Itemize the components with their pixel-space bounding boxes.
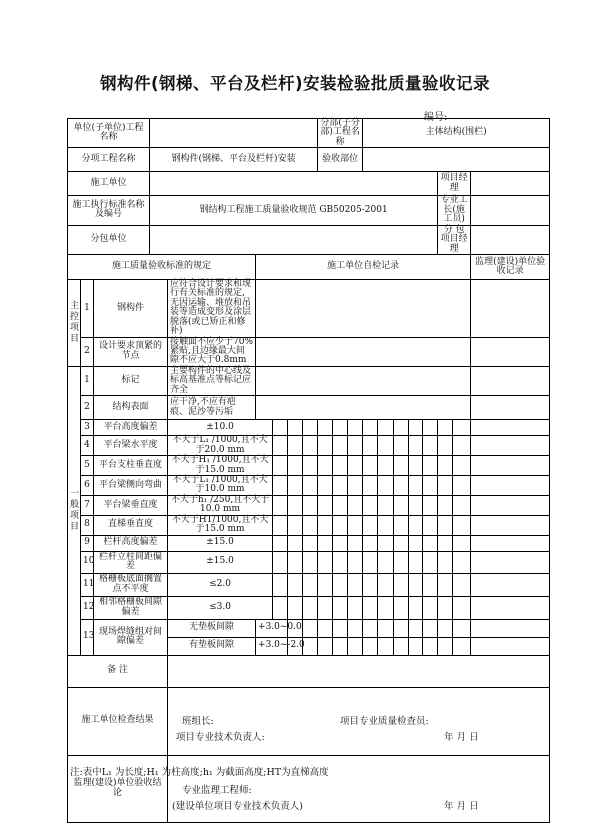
subunit-name-value[interactable]: 主体结构(围栏) xyxy=(363,119,550,148)
check-cell[interactable] xyxy=(318,456,333,476)
check-cell[interactable] xyxy=(348,436,363,456)
check-cell[interactable] xyxy=(273,495,288,515)
check-cell[interactable] xyxy=(378,420,394,436)
page-title: 钢构件(钢梯、平台及栏杆)安装检验批质量验收记录 xyxy=(99,74,491,93)
item-spec: ±10.0 xyxy=(168,420,273,436)
check-cell[interactable] xyxy=(409,420,423,436)
check-cell[interactable] xyxy=(273,551,288,573)
item-number: 2 xyxy=(81,396,94,420)
quality-inspector-label: 项目专业质量检查员: xyxy=(340,715,429,727)
check-cell[interactable] xyxy=(438,436,453,456)
check-cell[interactable] xyxy=(423,495,438,515)
check-cell[interactable] xyxy=(348,475,363,495)
construction-date-label: 年 月 日 xyxy=(444,731,479,743)
item-name: 栏杆高度偏差 xyxy=(94,535,168,551)
check-cell[interactable] xyxy=(273,436,288,456)
check-cell[interactable] xyxy=(409,515,423,535)
check-cell[interactable] xyxy=(409,495,423,515)
foreman-field[interactable] xyxy=(471,196,550,225)
item-number: 1 xyxy=(81,279,94,337)
item-spec: ≤2.0 xyxy=(168,573,273,596)
item-spec: 不大于HT/1000,且不大于15.0 mm xyxy=(168,515,273,535)
supervision-column-header: 监理(建设)单位验收记录 xyxy=(471,254,550,279)
check-cell[interactable] xyxy=(363,551,378,573)
check-cell[interactable] xyxy=(363,573,378,596)
check-cell[interactable] xyxy=(288,573,303,596)
supervision-date-label: 年 月 日 xyxy=(444,800,479,812)
supervision-result-label: 监理(建设)单位验收结论 xyxy=(68,755,168,822)
check-cell[interactable] xyxy=(303,573,318,596)
check-cell[interactable] xyxy=(394,551,409,573)
inspect-part-label: 验收部位 xyxy=(318,148,363,172)
check-cell[interactable] xyxy=(409,475,423,495)
check-cell[interactable] xyxy=(423,573,438,596)
construction-result-signature-area[interactable] xyxy=(168,687,550,755)
supervision-record[interactable] xyxy=(471,456,550,476)
construction-unit-field[interactable] xyxy=(150,172,438,196)
item-spec: 主要构件的中心线及标高基准点等标记应齐全 xyxy=(168,366,256,395)
check-cell[interactable] xyxy=(273,596,288,619)
supervision-record[interactable] xyxy=(471,573,550,596)
self-check-record[interactable] xyxy=(256,396,471,420)
spec-column-header: 施工质量验收标准的规定 xyxy=(68,254,256,279)
check-cell[interactable] xyxy=(303,551,318,573)
check-cell[interactable] xyxy=(303,436,318,456)
item-number: 1 xyxy=(81,366,94,395)
check-cell[interactable] xyxy=(318,573,333,596)
item-spec: +3.0~0.0 xyxy=(256,619,288,637)
check-cell[interactable] xyxy=(273,535,288,551)
standard-value[interactable]: 钢结构工程施工质量验收规范 GB50205-2001 xyxy=(150,196,438,225)
item-number: 6 xyxy=(81,475,94,495)
check-cell[interactable] xyxy=(318,637,333,655)
check-cell[interactable] xyxy=(303,456,318,476)
item-subname: 有垫板间隙 xyxy=(168,637,256,655)
check-cell[interactable] xyxy=(378,535,394,551)
inspect-part-field[interactable] xyxy=(363,148,550,172)
check-cell[interactable] xyxy=(423,436,438,456)
check-cell[interactable] xyxy=(409,456,423,476)
item-name: 设计要求顶紧的节点 xyxy=(94,337,168,366)
check-cell[interactable] xyxy=(378,495,394,515)
check-cell[interactable] xyxy=(333,637,348,655)
item-spec: 应干净,不应有疤痕、泥沙等污垢 xyxy=(168,396,256,420)
check-cell[interactable] xyxy=(409,596,423,619)
check-cell[interactable] xyxy=(394,573,409,596)
item-spec: ±15.0 xyxy=(168,551,273,573)
check-cell[interactable] xyxy=(378,436,394,456)
self-check-record[interactable] xyxy=(256,279,471,337)
check-cell[interactable] xyxy=(438,495,453,515)
item-spec: 不大于h₁ /250,且不大于10.0 mm xyxy=(168,495,273,515)
check-cell[interactable] xyxy=(288,551,303,573)
check-cell[interactable] xyxy=(409,436,423,456)
subunit-name-label: 分部(子分部)工程名称 xyxy=(318,119,363,148)
check-cell[interactable] xyxy=(363,436,378,456)
check-cell[interactable] xyxy=(273,573,288,596)
item-name: 结构表面 xyxy=(94,396,168,420)
check-cell[interactable] xyxy=(333,619,348,637)
item-number: 5 xyxy=(81,456,94,476)
item-number: 7 xyxy=(81,495,94,515)
item-number: 9 xyxy=(81,535,94,551)
check-cell[interactable] xyxy=(378,456,394,476)
check-cell[interactable] xyxy=(288,436,303,456)
check-cell[interactable] xyxy=(394,475,409,495)
supervision-record[interactable] xyxy=(471,396,550,420)
item-number: 11 xyxy=(81,573,94,596)
check-cell[interactable] xyxy=(409,619,423,637)
item-name: 格栅板底面搁置点不平度 xyxy=(94,573,168,596)
supervision-record[interactable] xyxy=(471,436,550,456)
check-cell[interactable] xyxy=(318,495,333,515)
item-name: 平台支柱垂直度 xyxy=(94,456,168,476)
check-cell[interactable] xyxy=(453,551,471,573)
remarks-field[interactable] xyxy=(168,655,550,687)
check-cell[interactable] xyxy=(394,456,409,476)
check-cell[interactable] xyxy=(453,573,471,596)
item-spec: 接触面不应少于70%紧贴,且边缘最大间隙不应大于0.8mm xyxy=(168,337,256,366)
supervision-record[interactable] xyxy=(471,420,550,436)
check-cell[interactable] xyxy=(333,420,348,436)
check-cell[interactable] xyxy=(363,515,378,535)
item-name: 栏杆立柱间距偏差 xyxy=(94,551,168,573)
subcontract-pm-field[interactable] xyxy=(471,225,550,254)
check-cell[interactable] xyxy=(378,637,394,655)
project-manager-field[interactable] xyxy=(471,172,550,196)
check-cell[interactable] xyxy=(333,456,348,476)
check-cell[interactable] xyxy=(303,515,318,535)
check-cell[interactable] xyxy=(409,637,423,655)
check-cell[interactable] xyxy=(394,436,409,456)
check-cell[interactable] xyxy=(453,436,471,456)
check-cell[interactable] xyxy=(303,596,318,619)
check-cell[interactable] xyxy=(453,475,471,495)
check-cell[interactable] xyxy=(363,420,378,436)
check-cell[interactable] xyxy=(318,535,333,551)
check-cell[interactable] xyxy=(423,515,438,535)
check-cell[interactable] xyxy=(423,596,438,619)
item-name: 钢构件 xyxy=(94,279,168,337)
check-cell[interactable] xyxy=(453,456,471,476)
check-cell[interactable] xyxy=(409,535,423,551)
check-cell[interactable] xyxy=(423,551,438,573)
check-cell[interactable] xyxy=(394,637,409,655)
tech-lead-label: 项目专业技术负责人: xyxy=(176,731,265,743)
check-cell[interactable] xyxy=(438,456,453,476)
item-number: 2 xyxy=(81,337,94,366)
check-cell[interactable] xyxy=(394,515,409,535)
item-name: 平台高度偏差 xyxy=(94,420,168,436)
construction-unit-label: 施工单位 xyxy=(68,172,150,196)
check-cell[interactable] xyxy=(453,637,471,655)
item-number: 4 xyxy=(81,436,94,456)
check-cell[interactable] xyxy=(303,475,318,495)
check-cell[interactable] xyxy=(333,475,348,495)
check-cell[interactable] xyxy=(453,619,471,637)
check-cell[interactable] xyxy=(423,535,438,551)
check-cell[interactable] xyxy=(378,515,394,535)
check-cell[interactable] xyxy=(363,535,378,551)
check-cell[interactable] xyxy=(303,420,318,436)
check-cell[interactable] xyxy=(453,495,471,515)
check-cell[interactable] xyxy=(348,535,363,551)
check-cell[interactable] xyxy=(348,456,363,476)
check-cell[interactable] xyxy=(438,596,453,619)
check-cell[interactable] xyxy=(423,420,438,436)
item-number: 3 xyxy=(81,420,94,436)
item-name: 平台梁水平度 xyxy=(94,436,168,456)
supervision-record[interactable] xyxy=(471,279,550,337)
subitem-name-value[interactable]: 钢构件(钢梯、平台及栏杆)安装 xyxy=(150,148,318,172)
check-cell[interactable] xyxy=(438,619,453,637)
check-cell[interactable] xyxy=(333,551,348,573)
check-cell[interactable] xyxy=(288,596,303,619)
check-cell[interactable] xyxy=(438,475,453,495)
supervision-record[interactable] xyxy=(471,515,550,535)
supervision-record[interactable] xyxy=(471,535,550,551)
check-cell[interactable] xyxy=(438,573,453,596)
self-check-record[interactable] xyxy=(256,366,471,395)
check-cell[interactable] xyxy=(378,596,394,619)
check-cell[interactable] xyxy=(394,420,409,436)
item-spec: 不大于L₁ /1000,且不大于10.0 mm xyxy=(168,475,273,495)
item-number: 13 xyxy=(81,619,94,655)
item-name: 平台梁垂直度 xyxy=(94,495,168,515)
check-cell[interactable] xyxy=(318,475,333,495)
item-spec: 不大于L₁ /1000,且不大于20.0 mm xyxy=(168,436,273,456)
check-cell[interactable] xyxy=(273,420,288,436)
check-cell[interactable] xyxy=(318,515,333,535)
unit-name-field[interactable] xyxy=(150,119,318,148)
check-cell[interactable] xyxy=(348,619,363,637)
check-cell[interactable] xyxy=(348,420,363,436)
check-cell[interactable] xyxy=(378,619,394,637)
check-cell[interactable] xyxy=(303,619,318,637)
check-cell[interactable] xyxy=(273,515,288,535)
check-cell[interactable] xyxy=(348,495,363,515)
supervision-record[interactable] xyxy=(471,551,550,573)
check-cell[interactable] xyxy=(348,551,363,573)
check-cell[interactable] xyxy=(288,495,303,515)
check-cell[interactable] xyxy=(453,535,471,551)
check-cell[interactable] xyxy=(394,596,409,619)
check-cell[interactable] xyxy=(318,436,333,456)
supervision-record[interactable] xyxy=(471,475,550,495)
foreman-label: 专业工长(施工员) xyxy=(438,196,471,225)
check-cell[interactable] xyxy=(423,619,438,637)
supervision-record[interactable] xyxy=(471,619,550,637)
check-cell[interactable] xyxy=(288,475,303,495)
check-cell[interactable] xyxy=(363,619,378,637)
inspection-record-table xyxy=(67,118,550,823)
check-cell[interactable] xyxy=(288,535,303,551)
item-spec: 应符合设计要求和现行有关标准的规定,无因运输、堆放和吊装等造成变形及涂层脱落(或已矫正和修补) xyxy=(168,279,256,337)
check-cell[interactable] xyxy=(318,619,333,637)
check-cell[interactable] xyxy=(363,495,378,515)
check-cell[interactable] xyxy=(394,619,409,637)
check-cell[interactable] xyxy=(363,596,378,619)
check-cell[interactable] xyxy=(378,573,394,596)
subcontract-pm-label: 分 包 项目经理 xyxy=(438,225,471,254)
unit-name-label: 单位(子单位)工程名称 xyxy=(68,119,150,148)
check-cell[interactable] xyxy=(438,535,453,551)
check-cell[interactable] xyxy=(453,420,471,436)
check-cell[interactable] xyxy=(273,475,288,495)
supervision-record[interactable] xyxy=(471,637,550,655)
item-spec: 不大于H₁ /1000,且不大于15.0 mm xyxy=(168,456,273,476)
check-cell[interactable] xyxy=(288,456,303,476)
check-cell[interactable] xyxy=(288,515,303,535)
item-number: 12 xyxy=(81,596,94,619)
item-spec: ≤3.0 xyxy=(168,596,273,619)
item-number: 8 xyxy=(81,515,94,535)
check-cell[interactable] xyxy=(409,551,423,573)
supervision-record[interactable] xyxy=(471,337,550,366)
project-manager-label: 项目经理 xyxy=(438,172,471,196)
supervision-record[interactable] xyxy=(471,495,550,515)
check-cell[interactable] xyxy=(378,551,394,573)
item-name: 现场焊缝组对间隙偏差 xyxy=(94,619,168,655)
check-cell[interactable] xyxy=(318,596,333,619)
self-check-column-header: 施工单位自检记录 xyxy=(256,254,471,279)
check-cell[interactable] xyxy=(348,596,363,619)
check-cell[interactable] xyxy=(348,573,363,596)
check-cell[interactable] xyxy=(333,535,348,551)
check-cell[interactable] xyxy=(333,495,348,515)
item-name: 平台梁侧向弯曲 xyxy=(94,475,168,495)
check-cell[interactable] xyxy=(318,420,333,436)
construction-result-label: 施工单位检查结果 xyxy=(68,687,168,755)
self-check-record[interactable] xyxy=(256,337,471,366)
check-cell[interactable] xyxy=(333,596,348,619)
supervision-record[interactable] xyxy=(471,366,550,395)
subcontract-unit-field[interactable] xyxy=(150,225,438,254)
item-name: 直梯垂直度 xyxy=(94,515,168,535)
check-cell[interactable] xyxy=(303,495,318,515)
check-cell[interactable] xyxy=(303,535,318,551)
team-leader-label: 班组长: xyxy=(182,715,214,727)
check-cell[interactable] xyxy=(423,456,438,476)
check-cell[interactable] xyxy=(363,456,378,476)
check-cell[interactable] xyxy=(333,436,348,456)
check-cell[interactable] xyxy=(438,515,453,535)
item-name: 标记 xyxy=(94,366,168,395)
owner-representative-label: (建设单位项目专业技术负责人) xyxy=(172,800,303,812)
item-subname: 无垫板间隙 xyxy=(168,619,256,637)
item-spec: ±15.0 xyxy=(168,535,273,551)
standard-label: 施工执行标准名称及编号 xyxy=(68,196,150,225)
check-cell[interactable] xyxy=(423,475,438,495)
check-cell[interactable] xyxy=(378,475,394,495)
check-cell[interactable] xyxy=(453,515,471,535)
check-cell[interactable] xyxy=(363,637,378,655)
record-code-label: 编号: xyxy=(424,112,448,123)
check-cell[interactable] xyxy=(333,573,348,596)
check-cell[interactable] xyxy=(394,535,409,551)
general-items-group-label: 一 般 项 目 xyxy=(68,366,81,655)
item-spec: +3.0~-2.0 xyxy=(256,637,288,655)
check-cell[interactable] xyxy=(348,515,363,535)
check-cell[interactable] xyxy=(438,551,453,573)
item-name: 相邻格栅板间隙偏差 xyxy=(94,596,168,619)
check-cell[interactable] xyxy=(333,515,348,535)
remarks-label: 备 注 xyxy=(68,655,168,687)
subcontract-unit-label: 分包单位 xyxy=(68,225,150,254)
main-items-group-label: 主控项目 xyxy=(68,279,81,366)
item-number: 10 xyxy=(81,551,94,573)
check-cell[interactable] xyxy=(438,637,453,655)
check-cell[interactable] xyxy=(363,475,378,495)
supervision-record[interactable] xyxy=(471,596,550,619)
check-cell[interactable] xyxy=(348,637,363,655)
footnote: 注:表中L₁ 为长度;H₁ 为柱高度;h₁ 为截面高度;HT为直梯高度 xyxy=(70,767,329,778)
subitem-name-label: 分项工程名称 xyxy=(68,148,150,172)
check-cell[interactable] xyxy=(423,637,438,655)
check-cell[interactable] xyxy=(318,551,333,573)
check-cell[interactable] xyxy=(409,573,423,596)
supervision-engineer-label: 专业监理工程师: xyxy=(182,784,252,796)
check-cell[interactable] xyxy=(273,456,288,476)
check-cell[interactable] xyxy=(288,420,303,436)
check-cell[interactable] xyxy=(438,420,453,436)
check-cell[interactable] xyxy=(394,495,409,515)
check-cell[interactable] xyxy=(453,596,471,619)
